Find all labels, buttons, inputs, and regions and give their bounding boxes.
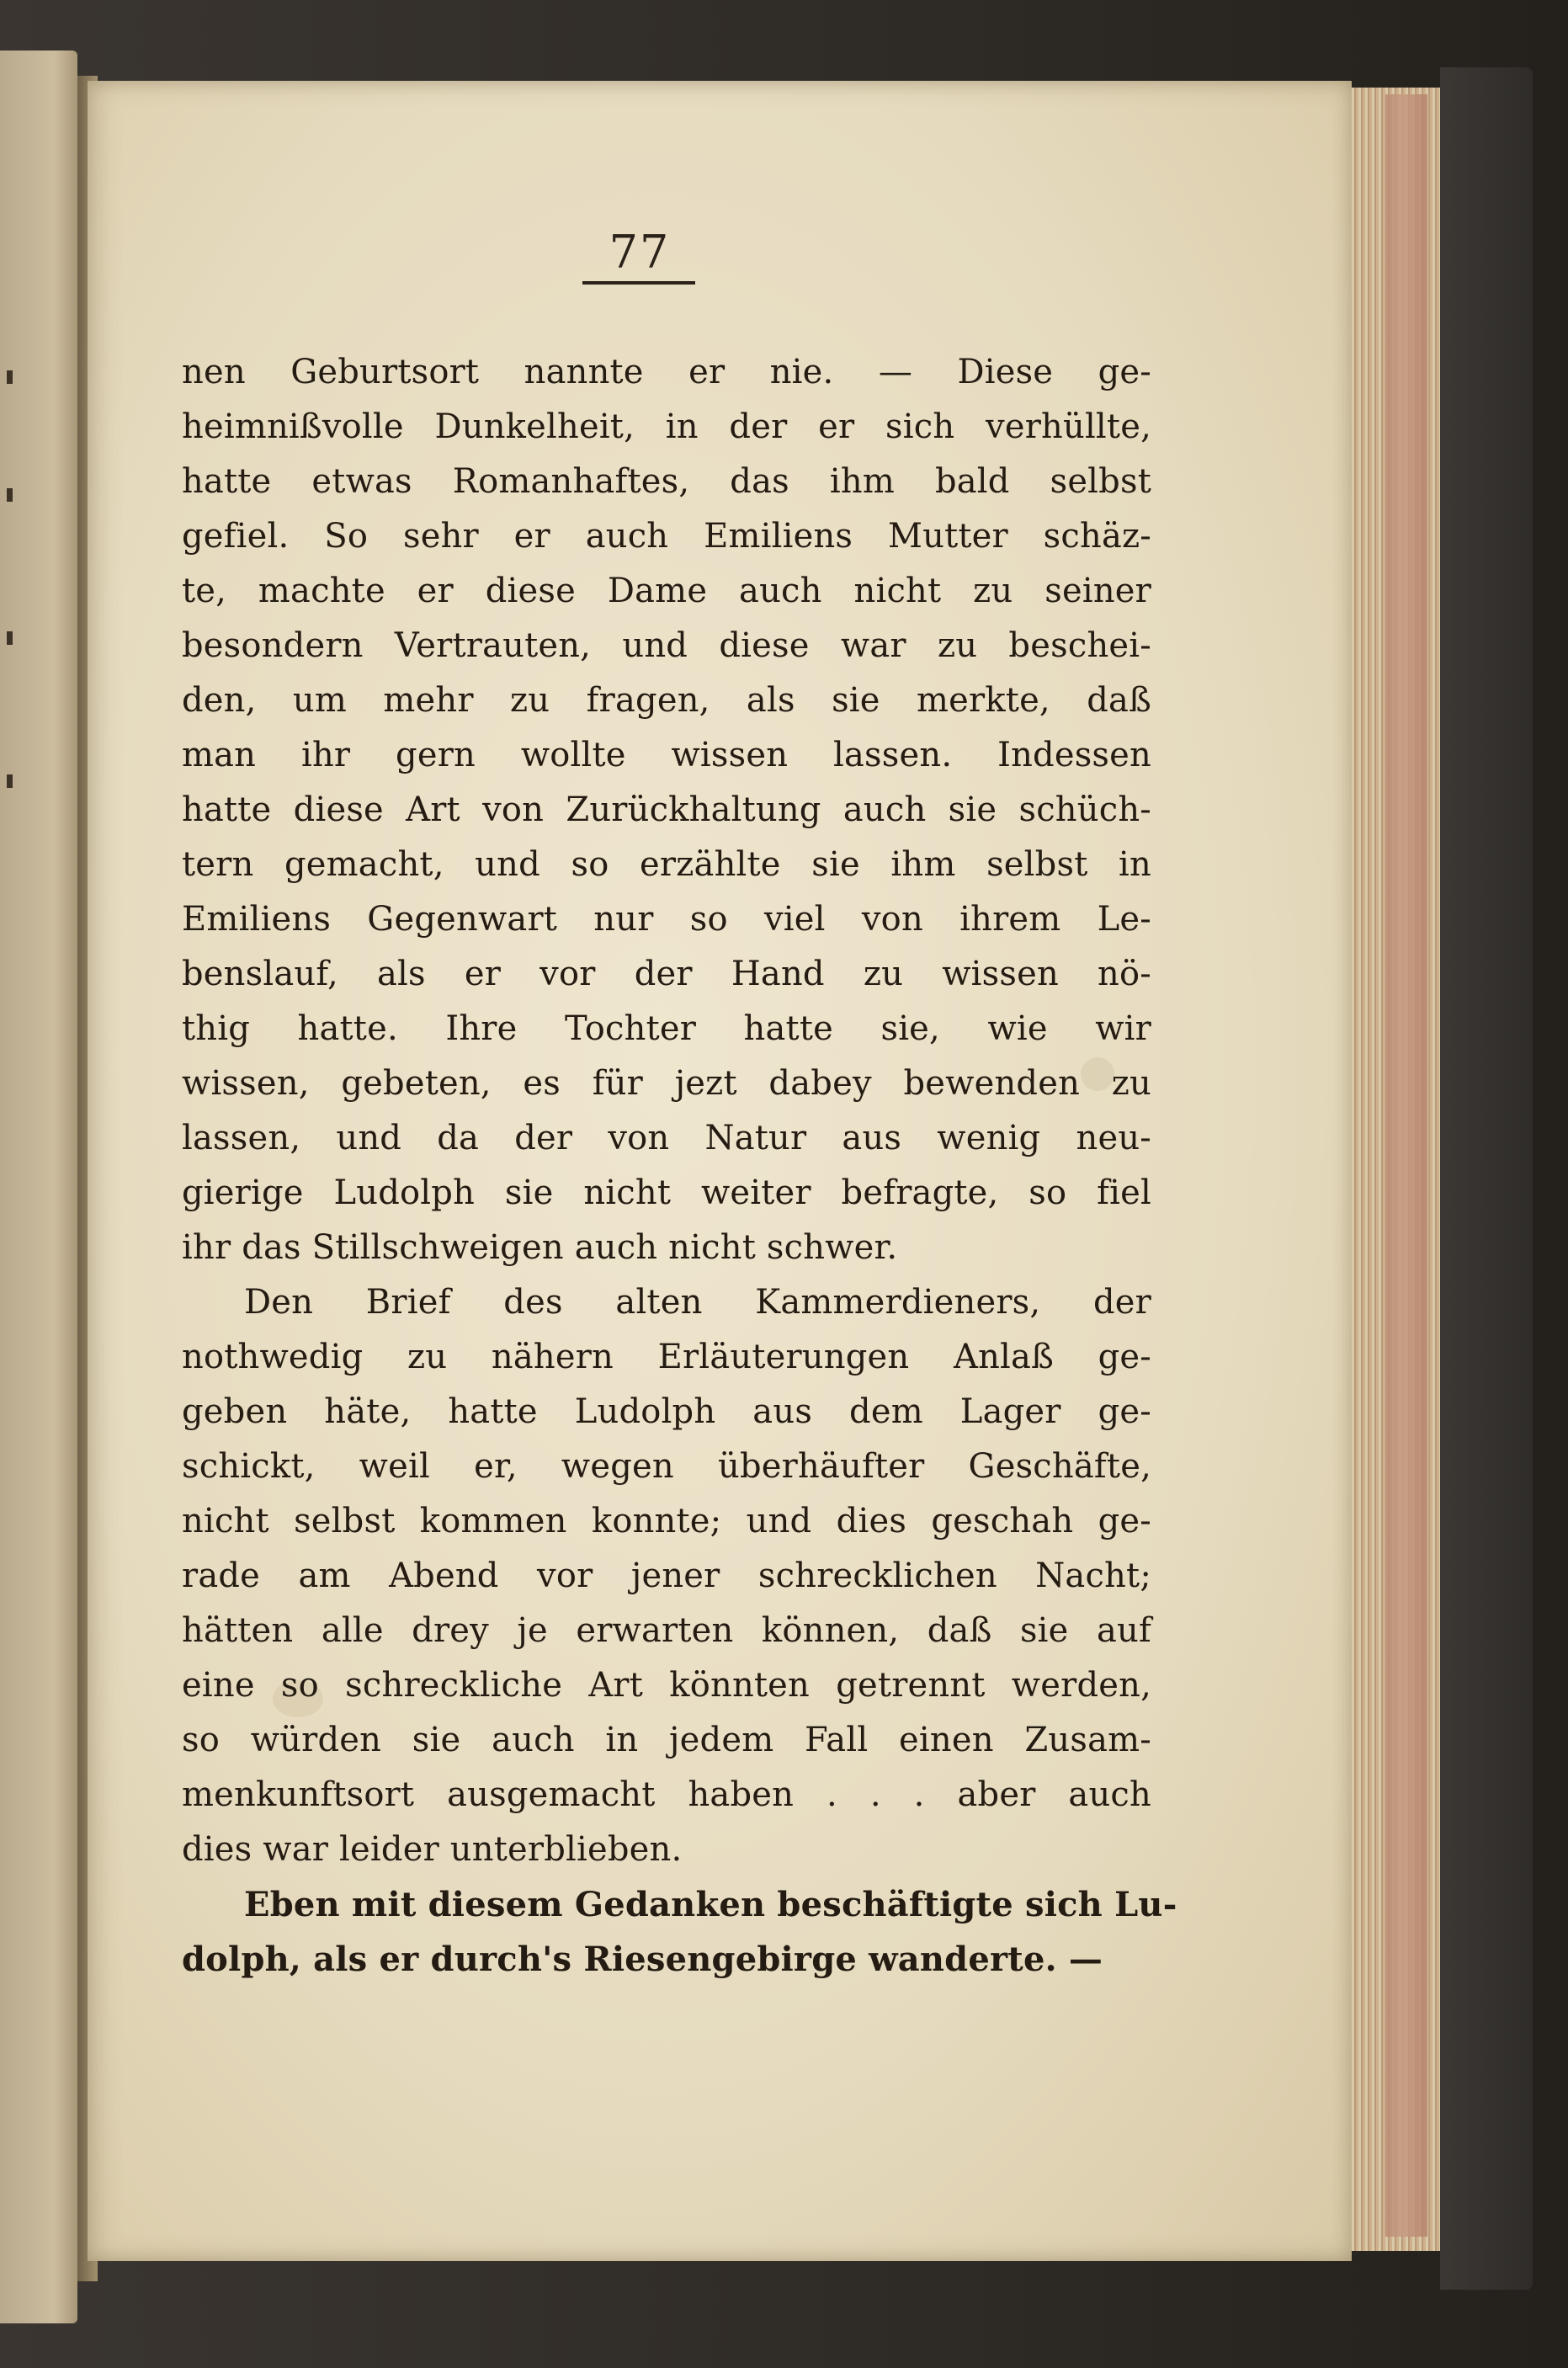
previous-page-edge	[0, 51, 77, 2323]
text-line: wissen, gebeten, es für jezt dabey bewenden zu	[182, 1064, 1151, 1103]
text-line: te, machte er diese Dame auch nicht zu seiner	[182, 572, 1151, 610]
text-line: man ihr gern wollte wissen lassen. Indessen	[182, 736, 1151, 774]
text-line: dies war leider unterblieben.	[182, 1830, 683, 1869]
text-line: nicht selbst kommen konnte; und dies geschah ge-	[182, 1502, 1151, 1541]
text-line: ihr das Stillschweigen auch nicht schwer.	[182, 1228, 898, 1267]
text-line: Emiliens Gegenwart nur so viel von ihrem Le-	[182, 900, 1151, 939]
text-line: rade am Abend vor jener schrecklichen Nacht;	[182, 1556, 1151, 1595]
text-line: heimnißvolle Dunkelheit, in der er sich verhüllte,	[182, 407, 1151, 446]
text-line: hatte etwas Romanhaftes, das ihm bald selbst	[182, 462, 1151, 501]
text-line: geben häte, hatte Ludolph aus dem Lager ge-	[182, 1392, 1151, 1431]
worm-hole	[7, 774, 13, 788]
paragraph-2	[182, 1275, 1151, 1877]
back-cover-board	[1440, 67, 1533, 2290]
text-line: menkunftsort ausgemacht haben . . . aber auch	[182, 1775, 1151, 1814]
text-line: thig hatte. Ihre Tochter hatte sie, wie wir	[182, 1009, 1151, 1048]
text-line: nen Geburtsort nannte er nie. — Diese ge-	[182, 353, 1151, 391]
page-number-underline	[582, 281, 695, 285]
text-line: dolph, als er durch's Riesengebirge wanderte. —	[182, 1940, 1103, 1979]
text-line: gefiel. So sehr er auch Emiliens Mutter schäz-	[182, 517, 1151, 556]
page-number: 77	[609, 226, 671, 279]
page-text	[182, 345, 1177, 1987]
text-line: Den Brief des alten Kammerdieners, der	[244, 1283, 1151, 1322]
paragraph-1	[182, 345, 1151, 1275]
text-line: lassen, und da der von Natur aus wenig neu-	[182, 1119, 1151, 1157]
worm-hole	[7, 370, 13, 384]
worm-hole	[7, 488, 13, 502]
text-line: schickt, weil er, wegen überhäufter Geschäfte,	[182, 1447, 1151, 1486]
text-line: so würden sie auch in jedem Fall einen Zusam-	[182, 1721, 1151, 1759]
text-line: Eben mit diesem Gedanken beschäftigte sich Lu-	[244, 1885, 1177, 1924]
text-line: besondern Vertrauten, und diese war zu beschei-	[182, 626, 1151, 665]
text-line: hätten alle drey je erwarten können, daß sie auf	[182, 1611, 1151, 1650]
worm-hole	[7, 631, 13, 645]
text-line: eine so schreckliche Art könnten getrennt werden,	[182, 1666, 1151, 1705]
text-line: tern gemacht, und so erzählte sie ihm selbst in	[182, 845, 1151, 884]
text-line: nothwedig zu nähern Erläuterungen Anlaß ge-	[182, 1338, 1151, 1376]
paragraph-3	[182, 1877, 1177, 1987]
red-edge-stain	[1385, 94, 1427, 2237]
text-line: gierige Ludolph sie nicht weiter befragte, so fiel	[182, 1173, 1151, 1212]
text-line: hatte diese Art von Zurückhaltung auch sie schüch-	[182, 790, 1151, 829]
text-line: den, um mehr zu fragen, als sie merkte, daß	[182, 681, 1151, 720]
text-line: benslauf, als er vor der Hand zu wissen nö-	[182, 955, 1151, 993]
